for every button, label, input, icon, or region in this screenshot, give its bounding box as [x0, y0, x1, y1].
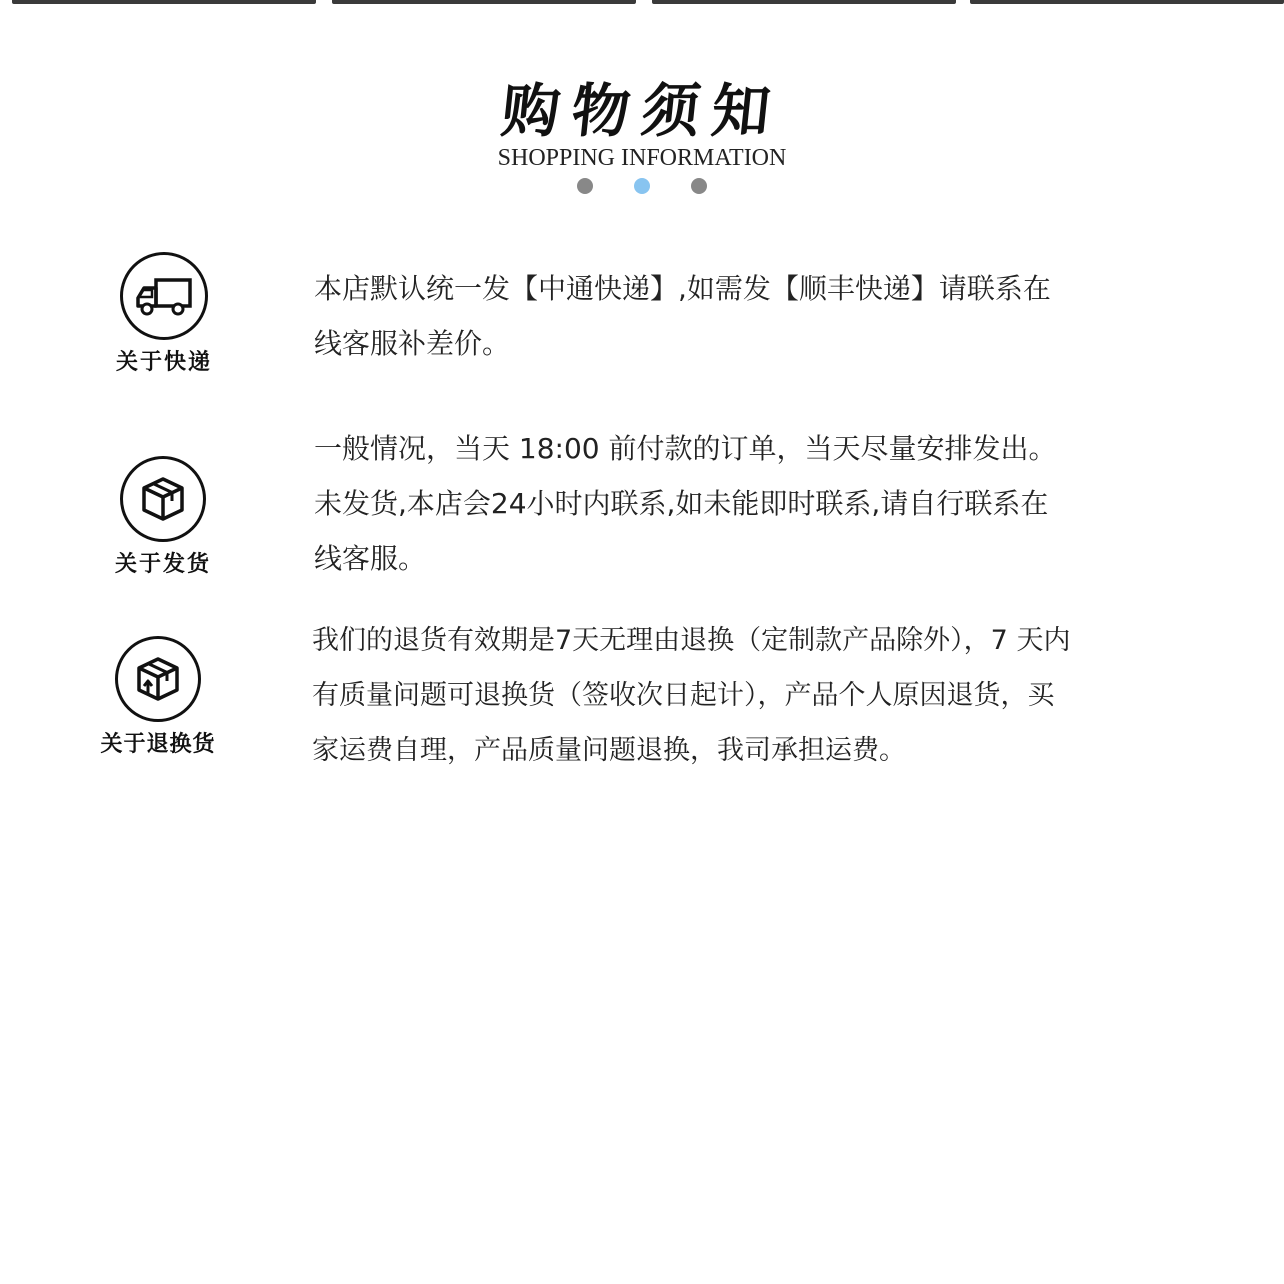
page-header: [0, 78, 1284, 194]
top-bar: [332, 0, 636, 4]
section-text: [314, 421, 1214, 586]
page-title: 购物须知: [498, 77, 786, 145]
delivery-icon-block: [74, 252, 254, 376]
page-subtitle: SHOPPING INFORMATION: [497, 145, 787, 171]
box-icon: [120, 456, 206, 542]
shipping-icon-block: [73, 456, 253, 578]
dot-indicator-active: [634, 178, 650, 194]
text-line: 未发货,本店会24小时内联系,如未能即时联系,请自行联系在: [314, 487, 1049, 520]
truck-icon: [120, 252, 208, 340]
text-line: 线客服。: [314, 542, 427, 575]
header-dots: [0, 178, 1284, 194]
dot-indicator: [691, 178, 707, 194]
text-line: 家运费自理，产品质量问题退换，我司承担运费。: [312, 735, 906, 766]
text-line: 本店默认统一发【中通快递】,如需发【顺丰快递】请联系在: [314, 272, 1051, 305]
text-line: 有质量问题可退换货（签收次日起计），产品个人原因退货，买: [312, 680, 1055, 711]
text-line: 我们的退货有效期是7天无理由退换（定制款产品除外），7 天内: [312, 625, 1071, 656]
text-line: 线客服补差价。: [314, 327, 511, 360]
section-label: 关于发货: [114, 552, 211, 577]
section-text: [312, 613, 1212, 778]
top-bar: [12, 0, 316, 4]
return-box-icon: [115, 636, 201, 722]
section-label: 关于快递: [115, 350, 212, 375]
section-text: [314, 261, 1214, 371]
dot-indicator: [577, 178, 593, 194]
top-bar: [652, 0, 956, 4]
section-label: 关于退换货: [100, 732, 216, 757]
top-bar: [970, 0, 1284, 4]
text-line: 一般情况，当天 18:00 前付款的订单，当天尽量安排发出。: [314, 432, 1057, 465]
top-decorative-bars: [12, 0, 1284, 6]
returns-icon-block: [68, 636, 248, 758]
